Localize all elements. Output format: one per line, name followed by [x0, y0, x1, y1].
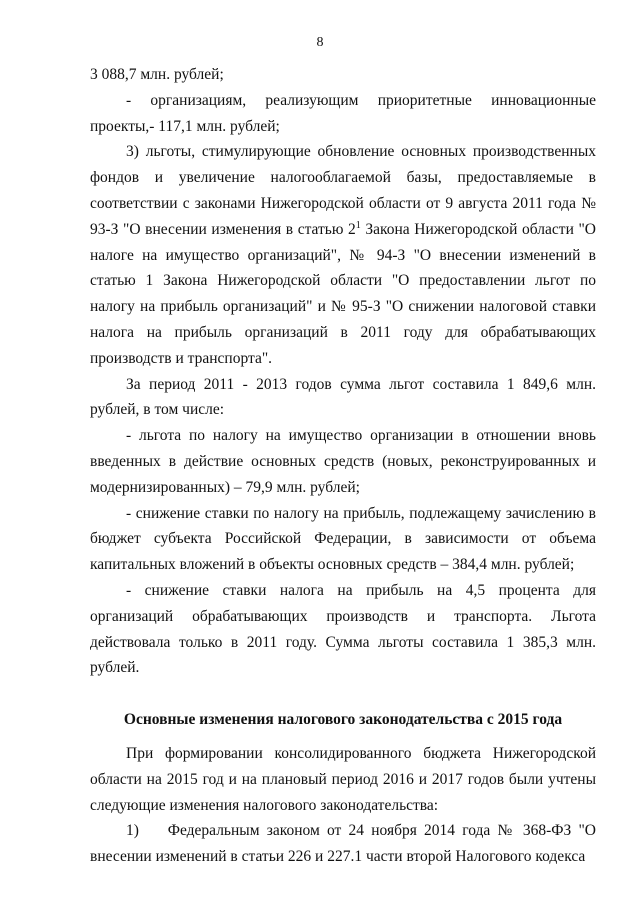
document-body [90, 62, 600, 870]
paragraph-rate-reduction: - снижение ставки налога на прибыль на 4,5 процента для организаций обрабатывающих производств и транспорта. Льгота действовала только в 2011 году. Сумма льготы составила 1 385,3 млн. рублей. [90, 581, 596, 677]
paragraph-profit-tax-rate: - снижение ставки по налогу на прибыль, подлежащему зачислению в бюджет субъекта Российской Федерации, в зависимости от объема капитальных вложений в объекты основных средств – 384,4 млн. рублей; [90, 504, 596, 574]
paragraph-innovation-projects: - организациям, реализующим приоритетные инновационные проекты,- 117,1 млн. рублей; [90, 91, 596, 135]
paragraph-federal-law: 1) Федеральным законом от 24 ноября 2014 года № 368-ФЗ "О внесении изменений в статьи 226 и 227.1 части второй Налогового кодекса [90, 822, 600, 866]
benefits-laws-text-b: Закона Нижегородской области "О налоге на имущество организаций", № 94-З "О внесении изменений в статью 1 Закона Нижегородской области "О предоставлении льгот по налогу на прибыль организаций" и № 95-З "О снижении налоговой ставки налога на прибыль организаций в 2011 году для обрабатывающих производств и транспорта". [90, 220, 596, 367]
article-superscript: 1 [355, 219, 361, 231]
paragraph-benefits-laws [90, 139, 596, 371]
benefits-laws-text-a: 3) льготы, стимулирующие обновление основных производственных фондов и увеличение налогооблагаемой базы, предоставляемые в соответствии с законами Нижегородской области от 9 августа 2011 года № 93-З "О внесении изменения в статью 2 [90, 143, 596, 238]
paragraph-continuation: 3 088,7 млн. рублей; [90, 66, 224, 83]
section-heading: Основные изменения налогового законодательства с 2015 года [123, 711, 563, 729]
paragraph-benefits-total: За период 2011 - 2013 годов сумма льгот составила 1 849,6 млн. рублей, в том числе: [90, 375, 596, 419]
page-number: 8 [316, 35, 324, 50]
paragraph-property-tax-benefit: - льгота по налогу на имущество организации в отношении вновь введенных в действие основных средств (новых, реконструированных и модернизированных) – 79,9 млн. рублей; [90, 427, 596, 496]
paragraph-budget-formation: При формировании консолидированного бюджета Нижегородской области на 2015 год и на плановый период 2016 и 2017 годов были учтены следующие изменения налогового законодательства: [90, 744, 596, 814]
